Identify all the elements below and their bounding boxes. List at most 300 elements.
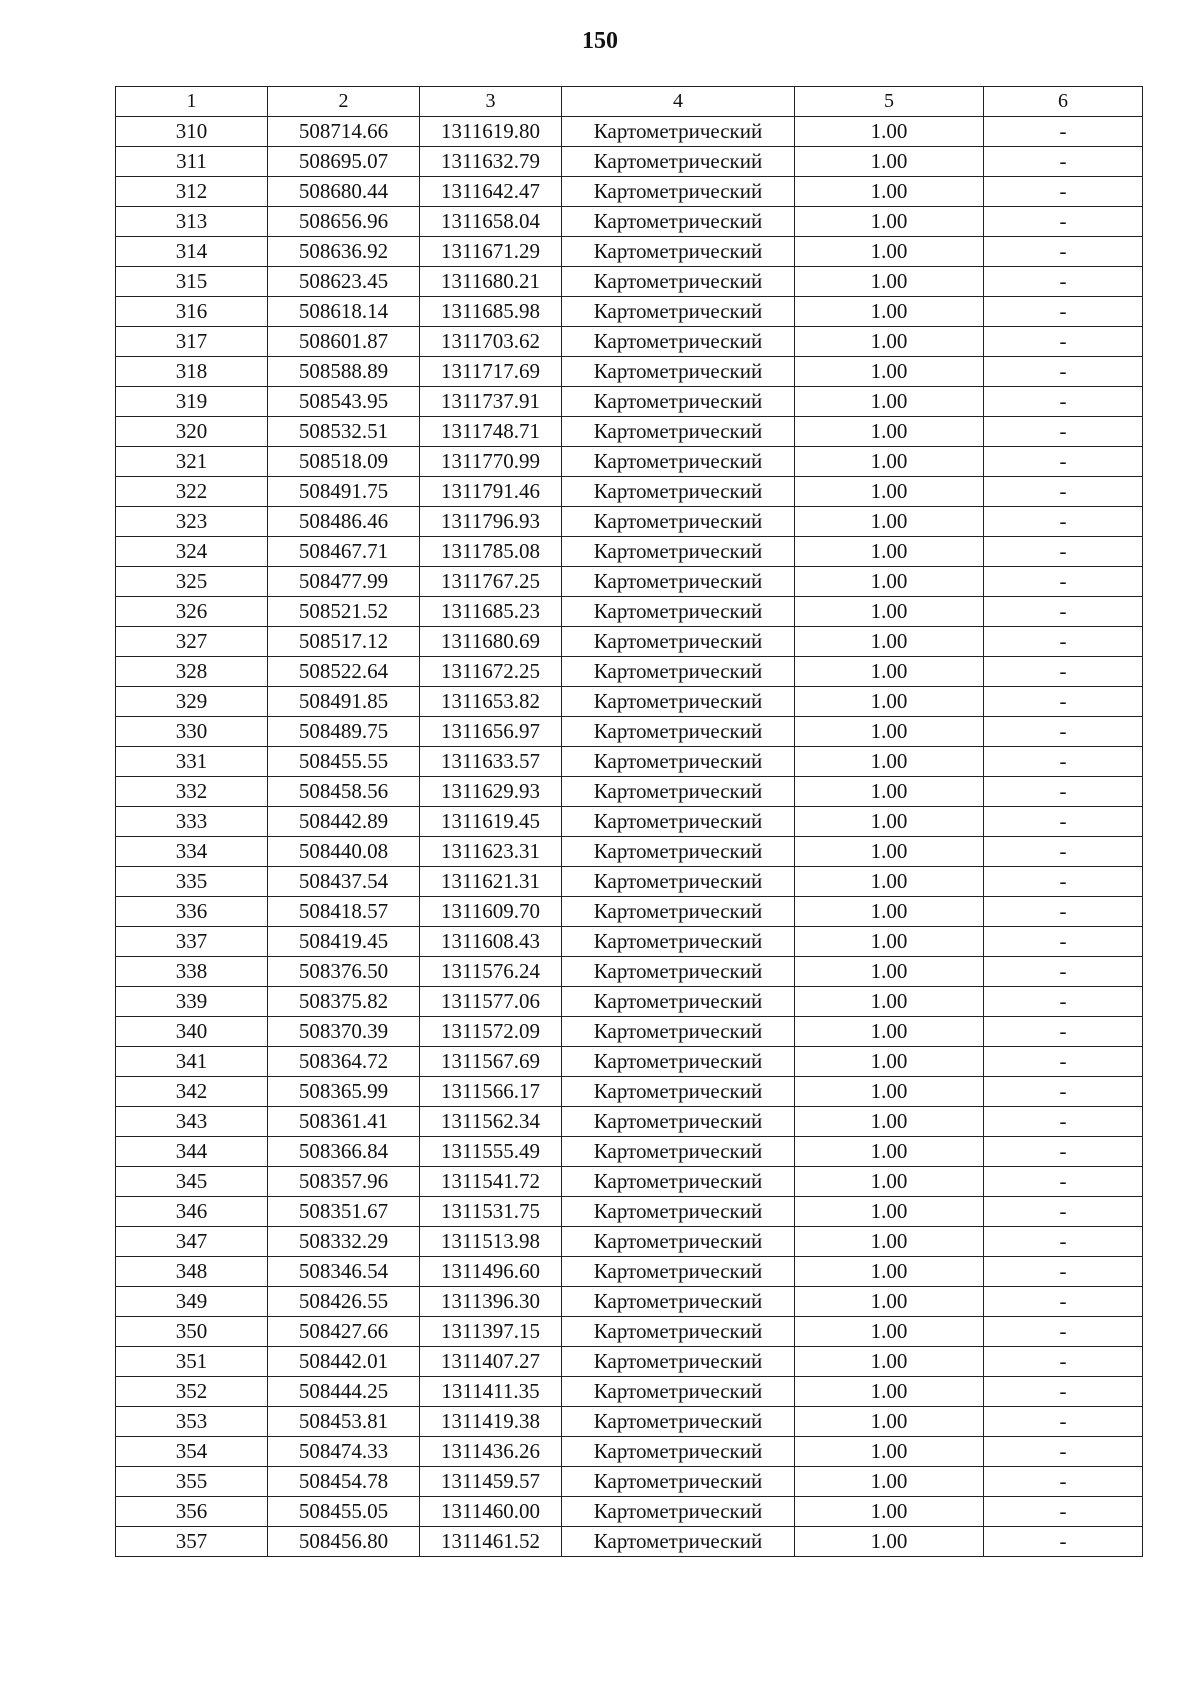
method-cell: Картометрический	[562, 867, 795, 897]
column-header-3: 3	[420, 87, 562, 117]
y-coordinate-cell: 1311796.93	[420, 507, 562, 537]
y-coordinate-cell: 1311436.26	[420, 1437, 562, 1467]
y-coordinate-cell: 1311541.72	[420, 1167, 562, 1197]
method-cell: Картометрический	[562, 537, 795, 567]
x-coordinate-cell: 508366.84	[268, 1137, 420, 1167]
table-row	[116, 237, 1143, 267]
accuracy-cell: 1.00	[795, 537, 984, 567]
table-row	[116, 657, 1143, 687]
table-row	[116, 717, 1143, 747]
y-coordinate-cell: 1311767.25	[420, 567, 562, 597]
accuracy-cell: 1.00	[795, 1077, 984, 1107]
accuracy-cell: 1.00	[795, 1497, 984, 1527]
x-coordinate-cell: 508623.45	[268, 267, 420, 297]
y-coordinate-cell: 1311567.69	[420, 1047, 562, 1077]
table-row	[116, 1347, 1143, 1377]
accuracy-cell: 1.00	[795, 1197, 984, 1227]
y-coordinate-cell: 1311419.38	[420, 1407, 562, 1437]
y-coordinate-cell: 1311572.09	[420, 1017, 562, 1047]
accuracy-cell: 1.00	[795, 507, 984, 537]
x-coordinate-cell: 508375.82	[268, 987, 420, 1017]
note-cell: -	[984, 357, 1143, 387]
method-cell: Картометрический	[562, 1077, 795, 1107]
method-cell: Картометрический	[562, 357, 795, 387]
accuracy-cell: 1.00	[795, 1467, 984, 1497]
method-cell: Картометрический	[562, 657, 795, 687]
x-coordinate-cell: 508364.72	[268, 1047, 420, 1077]
note-cell: -	[984, 207, 1143, 237]
method-cell: Картометрический	[562, 1137, 795, 1167]
table-row	[116, 1257, 1143, 1287]
column-header-5: 5	[795, 87, 984, 117]
method-cell: Картометрический	[562, 267, 795, 297]
table-row	[116, 387, 1143, 417]
note-cell: -	[984, 267, 1143, 297]
note-cell: -	[984, 117, 1143, 147]
y-coordinate-cell: 1311619.45	[420, 807, 562, 837]
accuracy-cell: 1.00	[795, 867, 984, 897]
y-coordinate-cell: 1311770.99	[420, 447, 562, 477]
point-number-cell: 318	[116, 357, 268, 387]
x-coordinate-cell: 508680.44	[268, 177, 420, 207]
y-coordinate-cell: 1311621.31	[420, 867, 562, 897]
method-cell: Картометрический	[562, 1197, 795, 1227]
point-number-cell: 340	[116, 1017, 268, 1047]
method-cell: Картометрический	[562, 177, 795, 207]
point-number-cell: 314	[116, 237, 268, 267]
method-cell: Картометрический	[562, 1437, 795, 1467]
y-coordinate-cell: 1311411.35	[420, 1377, 562, 1407]
accuracy-cell: 1.00	[795, 1317, 984, 1347]
method-cell: Картометрический	[562, 1467, 795, 1497]
point-number-cell: 319	[116, 387, 268, 417]
x-coordinate-cell: 508442.01	[268, 1347, 420, 1377]
x-coordinate-cell: 508543.95	[268, 387, 420, 417]
note-cell: -	[984, 237, 1143, 267]
x-coordinate-cell: 508357.96	[268, 1167, 420, 1197]
column-header-4: 4	[562, 87, 795, 117]
note-cell: -	[984, 1437, 1143, 1467]
note-cell: -	[984, 1047, 1143, 1077]
table-row	[116, 147, 1143, 177]
note-cell: -	[984, 807, 1143, 837]
method-cell: Картометрический	[562, 387, 795, 417]
accuracy-cell: 1.00	[795, 897, 984, 927]
note-cell: -	[984, 1527, 1143, 1557]
accuracy-cell: 1.00	[795, 417, 984, 447]
table-row	[116, 117, 1143, 147]
accuracy-cell: 1.00	[795, 657, 984, 687]
table-row	[116, 1497, 1143, 1527]
note-cell: -	[984, 957, 1143, 987]
accuracy-cell: 1.00	[795, 837, 984, 867]
y-coordinate-cell: 1311576.24	[420, 957, 562, 987]
table-row	[116, 1137, 1143, 1167]
accuracy-cell: 1.00	[795, 777, 984, 807]
x-coordinate-cell: 508418.57	[268, 897, 420, 927]
point-number-cell: 343	[116, 1107, 268, 1137]
table-row	[116, 1437, 1143, 1467]
note-cell: -	[984, 1377, 1143, 1407]
y-coordinate-cell: 1311703.62	[420, 327, 562, 357]
note-cell: -	[984, 567, 1143, 597]
point-number-cell: 337	[116, 927, 268, 957]
y-coordinate-cell: 1311461.52	[420, 1527, 562, 1557]
table-row	[116, 1467, 1143, 1497]
x-coordinate-cell: 508332.29	[268, 1227, 420, 1257]
x-coordinate-cell: 508467.71	[268, 537, 420, 567]
point-number-cell: 344	[116, 1137, 268, 1167]
table-row	[116, 837, 1143, 867]
point-number-cell: 331	[116, 747, 268, 777]
table-row	[116, 1527, 1143, 1557]
note-cell: -	[984, 1317, 1143, 1347]
y-coordinate-cell: 1311407.27	[420, 1347, 562, 1377]
table-row	[116, 417, 1143, 447]
point-number-cell: 333	[116, 807, 268, 837]
table-row	[116, 267, 1143, 297]
note-cell: -	[984, 1197, 1143, 1227]
point-number-cell: 327	[116, 627, 268, 657]
accuracy-cell: 1.00	[795, 1437, 984, 1467]
table-row	[116, 1077, 1143, 1107]
x-coordinate-cell: 508419.45	[268, 927, 420, 957]
method-cell: Картометрический	[562, 1317, 795, 1347]
accuracy-cell: 1.00	[795, 1107, 984, 1137]
table-row	[116, 747, 1143, 777]
accuracy-cell: 1.00	[795, 957, 984, 987]
point-number-cell: 349	[116, 1287, 268, 1317]
x-coordinate-cell: 508588.89	[268, 357, 420, 387]
note-cell: -	[984, 927, 1143, 957]
method-cell: Картометрический	[562, 1287, 795, 1317]
note-cell: -	[984, 897, 1143, 927]
accuracy-cell: 1.00	[795, 597, 984, 627]
x-coordinate-cell: 508427.66	[268, 1317, 420, 1347]
note-cell: -	[984, 417, 1143, 447]
method-cell: Картометрический	[562, 1497, 795, 1527]
table-row	[116, 897, 1143, 927]
table-row	[116, 1407, 1143, 1437]
method-cell: Картометрический	[562, 717, 795, 747]
column-header-1: 1	[116, 87, 268, 117]
header-row	[116, 87, 1143, 117]
note-cell: -	[984, 1137, 1143, 1167]
point-number-cell: 335	[116, 867, 268, 897]
accuracy-cell: 1.00	[795, 1287, 984, 1317]
point-number-cell: 313	[116, 207, 268, 237]
y-coordinate-cell: 1311459.57	[420, 1467, 562, 1497]
method-cell: Картометрический	[562, 147, 795, 177]
point-number-cell: 339	[116, 987, 268, 1017]
note-cell: -	[984, 747, 1143, 777]
y-coordinate-cell: 1311608.43	[420, 927, 562, 957]
table-row	[116, 327, 1143, 357]
accuracy-cell: 1.00	[795, 387, 984, 417]
method-cell: Картометрический	[562, 777, 795, 807]
x-coordinate-cell: 508346.54	[268, 1257, 420, 1287]
accuracy-cell: 1.00	[795, 1017, 984, 1047]
note-cell: -	[984, 1227, 1143, 1257]
y-coordinate-cell: 1311785.08	[420, 537, 562, 567]
x-coordinate-cell: 508491.85	[268, 687, 420, 717]
point-number-cell: 356	[116, 1497, 268, 1527]
y-coordinate-cell: 1311496.60	[420, 1257, 562, 1287]
y-coordinate-cell: 1311609.70	[420, 897, 562, 927]
table-row	[116, 1287, 1143, 1317]
point-number-cell: 329	[116, 687, 268, 717]
x-coordinate-cell: 508442.89	[268, 807, 420, 837]
y-coordinate-cell: 1311619.80	[420, 117, 562, 147]
note-cell: -	[984, 867, 1143, 897]
method-cell: Картометрический	[562, 477, 795, 507]
x-coordinate-cell: 508454.78	[268, 1467, 420, 1497]
note-cell: -	[984, 1257, 1143, 1287]
y-coordinate-cell: 1311633.57	[420, 747, 562, 777]
y-coordinate-cell: 1311513.98	[420, 1227, 562, 1257]
table-row	[116, 177, 1143, 207]
y-coordinate-cell: 1311680.69	[420, 627, 562, 657]
accuracy-cell: 1.00	[795, 237, 984, 267]
point-number-cell: 316	[116, 297, 268, 327]
y-coordinate-cell: 1311629.93	[420, 777, 562, 807]
x-coordinate-cell: 508522.64	[268, 657, 420, 687]
table-row	[116, 537, 1143, 567]
method-cell: Картометрический	[562, 1017, 795, 1047]
x-coordinate-cell: 508601.87	[268, 327, 420, 357]
y-coordinate-cell: 1311685.23	[420, 597, 562, 627]
note-cell: -	[984, 1287, 1143, 1317]
accuracy-cell: 1.00	[795, 1377, 984, 1407]
x-coordinate-cell: 508714.66	[268, 117, 420, 147]
x-coordinate-cell: 508458.56	[268, 777, 420, 807]
method-cell: Картометрический	[562, 237, 795, 267]
note-cell: -	[984, 777, 1143, 807]
x-coordinate-cell: 508517.12	[268, 627, 420, 657]
note-cell: -	[984, 387, 1143, 417]
accuracy-cell: 1.00	[795, 627, 984, 657]
x-coordinate-cell: 508453.81	[268, 1407, 420, 1437]
method-cell: Картометрический	[562, 1227, 795, 1257]
x-coordinate-cell: 508456.80	[268, 1527, 420, 1557]
point-number-cell: 311	[116, 147, 268, 177]
method-cell: Картометрический	[562, 1047, 795, 1077]
x-coordinate-cell: 508437.54	[268, 867, 420, 897]
point-number-cell: 315	[116, 267, 268, 297]
note-cell: -	[984, 477, 1143, 507]
point-number-cell: 325	[116, 567, 268, 597]
method-cell: Картометрический	[562, 807, 795, 837]
note-cell: -	[984, 507, 1143, 537]
accuracy-cell: 1.00	[795, 1347, 984, 1377]
y-coordinate-cell: 1311791.46	[420, 477, 562, 507]
table-row	[116, 687, 1143, 717]
note-cell: -	[984, 1407, 1143, 1437]
method-cell: Картометрический	[562, 1377, 795, 1407]
y-coordinate-cell: 1311555.49	[420, 1137, 562, 1167]
table-row	[116, 867, 1143, 897]
table-row	[116, 567, 1143, 597]
x-coordinate-cell: 508376.50	[268, 957, 420, 987]
accuracy-cell: 1.00	[795, 1167, 984, 1197]
note-cell: -	[984, 657, 1143, 687]
table-row	[116, 207, 1143, 237]
x-coordinate-cell: 508695.07	[268, 147, 420, 177]
table-row	[116, 927, 1143, 957]
note-cell: -	[984, 597, 1143, 627]
accuracy-cell: 1.00	[795, 747, 984, 777]
accuracy-cell: 1.00	[795, 147, 984, 177]
y-coordinate-cell: 1311460.00	[420, 1497, 562, 1527]
y-coordinate-cell: 1311562.34	[420, 1107, 562, 1137]
y-coordinate-cell: 1311672.25	[420, 657, 562, 687]
note-cell: -	[984, 687, 1143, 717]
method-cell: Картометрический	[562, 957, 795, 987]
method-cell: Картометрический	[562, 747, 795, 777]
accuracy-cell: 1.00	[795, 117, 984, 147]
x-coordinate-cell: 508455.55	[268, 747, 420, 777]
table-row	[116, 1377, 1143, 1407]
accuracy-cell: 1.00	[795, 177, 984, 207]
method-cell: Картометрический	[562, 837, 795, 867]
method-cell: Картометрический	[562, 297, 795, 327]
table-row	[116, 477, 1143, 507]
note-cell: -	[984, 1107, 1143, 1137]
accuracy-cell: 1.00	[795, 477, 984, 507]
point-number-cell: 351	[116, 1347, 268, 1377]
note-cell: -	[984, 837, 1143, 867]
point-number-cell: 341	[116, 1047, 268, 1077]
table-row	[116, 957, 1143, 987]
method-cell: Картометрический	[562, 1407, 795, 1437]
accuracy-cell: 1.00	[795, 927, 984, 957]
accuracy-cell: 1.00	[795, 207, 984, 237]
point-number-cell: 322	[116, 477, 268, 507]
y-coordinate-cell: 1311737.91	[420, 387, 562, 417]
x-coordinate-cell: 508518.09	[268, 447, 420, 477]
method-cell: Картометрический	[562, 927, 795, 957]
note-cell: -	[984, 537, 1143, 567]
accuracy-cell: 1.00	[795, 357, 984, 387]
point-number-cell: 336	[116, 897, 268, 927]
note-cell: -	[984, 1017, 1143, 1047]
y-coordinate-cell: 1311717.69	[420, 357, 562, 387]
point-number-cell: 317	[116, 327, 268, 357]
y-coordinate-cell: 1311397.15	[420, 1317, 562, 1347]
note-cell: -	[984, 327, 1143, 357]
x-coordinate-cell: 508474.33	[268, 1437, 420, 1467]
point-number-cell: 357	[116, 1527, 268, 1557]
table-row	[116, 597, 1143, 627]
note-cell: -	[984, 1167, 1143, 1197]
note-cell: -	[984, 177, 1143, 207]
method-cell: Картометрический	[562, 1527, 795, 1557]
method-cell: Картометрический	[562, 987, 795, 1017]
table-body	[116, 117, 1143, 1557]
note-cell: -	[984, 1497, 1143, 1527]
point-number-cell: 355	[116, 1467, 268, 1497]
table-row	[116, 627, 1143, 657]
table-row	[116, 357, 1143, 387]
point-number-cell: 310	[116, 117, 268, 147]
note-cell: -	[984, 297, 1143, 327]
x-coordinate-cell: 508636.92	[268, 237, 420, 267]
point-number-cell: 323	[116, 507, 268, 537]
x-coordinate-cell: 508365.99	[268, 1077, 420, 1107]
table-row	[116, 1197, 1143, 1227]
point-number-cell: 320	[116, 417, 268, 447]
table-row	[116, 1047, 1143, 1077]
y-coordinate-cell: 1311656.97	[420, 717, 562, 747]
table-row	[116, 297, 1143, 327]
x-coordinate-cell: 508455.05	[268, 1497, 420, 1527]
accuracy-cell: 1.00	[795, 567, 984, 597]
x-coordinate-cell: 508486.46	[268, 507, 420, 537]
method-cell: Картометрический	[562, 117, 795, 147]
coordinates-table	[115, 86, 1143, 1557]
y-coordinate-cell: 1311685.98	[420, 297, 562, 327]
table-row	[116, 1017, 1143, 1047]
accuracy-cell: 1.00	[795, 1407, 984, 1437]
table-row	[116, 1167, 1143, 1197]
point-number-cell: 312	[116, 177, 268, 207]
method-cell: Картометрический	[562, 597, 795, 627]
note-cell: -	[984, 1077, 1143, 1107]
x-coordinate-cell: 508491.75	[268, 477, 420, 507]
accuracy-cell: 1.00	[795, 987, 984, 1017]
point-number-cell: 352	[116, 1377, 268, 1407]
point-number-cell: 330	[116, 717, 268, 747]
point-number-cell: 346	[116, 1197, 268, 1227]
point-number-cell: 324	[116, 537, 268, 567]
y-coordinate-cell: 1311623.31	[420, 837, 562, 867]
note-cell: -	[984, 1467, 1143, 1497]
method-cell: Картометрический	[562, 627, 795, 657]
accuracy-cell: 1.00	[795, 687, 984, 717]
y-coordinate-cell: 1311658.04	[420, 207, 562, 237]
method-cell: Картометрический	[562, 1107, 795, 1137]
note-cell: -	[984, 447, 1143, 477]
y-coordinate-cell: 1311577.06	[420, 987, 562, 1017]
note-cell: -	[984, 1347, 1143, 1377]
method-cell: Картометрический	[562, 417, 795, 447]
x-coordinate-cell: 508351.67	[268, 1197, 420, 1227]
point-number-cell: 354	[116, 1437, 268, 1467]
accuracy-cell: 1.00	[795, 297, 984, 327]
point-number-cell: 328	[116, 657, 268, 687]
table-row	[116, 1227, 1143, 1257]
x-coordinate-cell: 508426.55	[268, 1287, 420, 1317]
table-row	[116, 807, 1143, 837]
point-number-cell: 332	[116, 777, 268, 807]
y-coordinate-cell: 1311396.30	[420, 1287, 562, 1317]
method-cell: Картометрический	[562, 897, 795, 927]
point-number-cell: 338	[116, 957, 268, 987]
x-coordinate-cell: 508440.08	[268, 837, 420, 867]
note-cell: -	[984, 147, 1143, 177]
point-number-cell: 353	[116, 1407, 268, 1437]
y-coordinate-cell: 1311748.71	[420, 417, 562, 447]
point-number-cell: 326	[116, 597, 268, 627]
note-cell: -	[984, 717, 1143, 747]
x-coordinate-cell: 508489.75	[268, 717, 420, 747]
column-header-6: 6	[984, 87, 1143, 117]
point-number-cell: 334	[116, 837, 268, 867]
method-cell: Картометрический	[562, 327, 795, 357]
y-coordinate-cell: 1311632.79	[420, 147, 562, 177]
point-number-cell: 345	[116, 1167, 268, 1197]
accuracy-cell: 1.00	[795, 327, 984, 357]
